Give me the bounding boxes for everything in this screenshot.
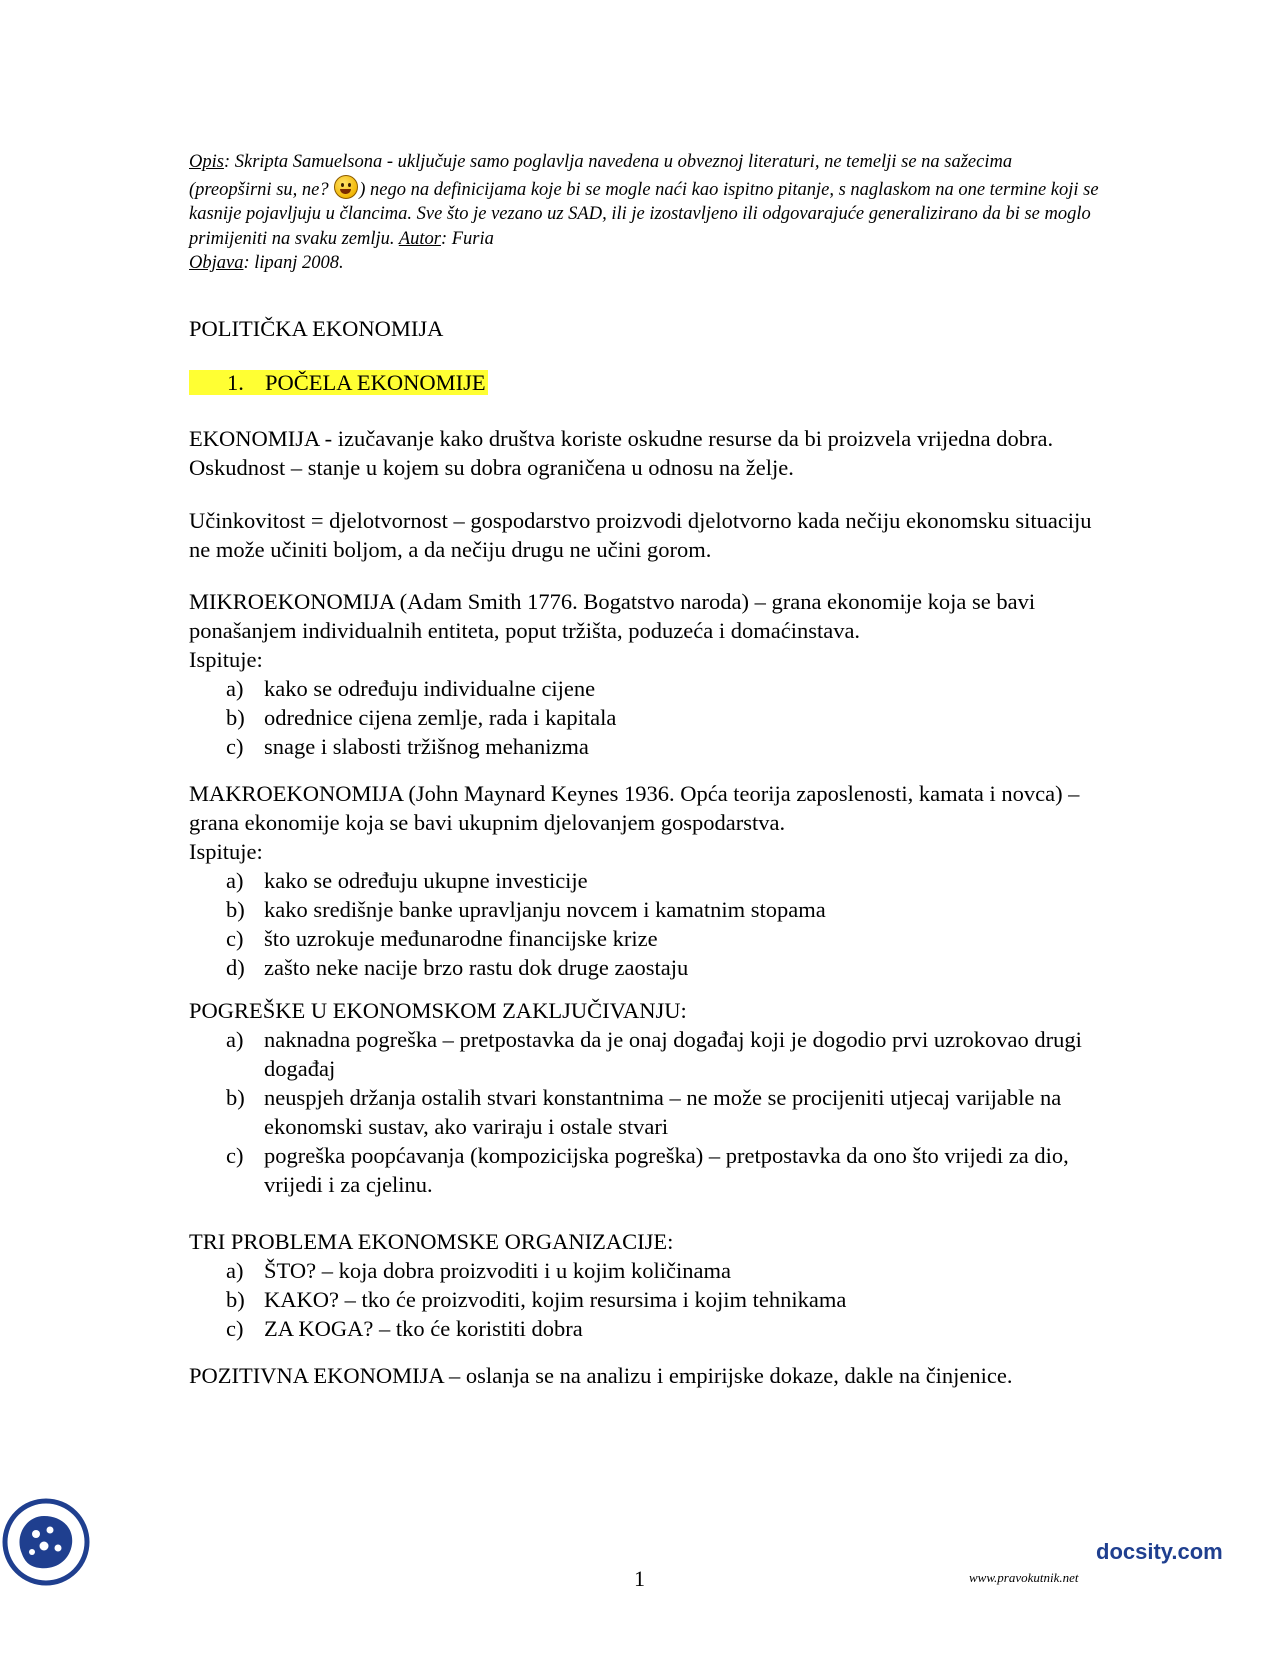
docsity-brand-link[interactable]: docsity.com: [1096, 1539, 1223, 1564]
list-marker: a): [226, 676, 244, 701]
list-item: [189, 1025, 1099, 1083]
list-item-text: ŠTO? – koja dobra proizvoditi i u kojim količinama: [264, 1258, 732, 1283]
list-marker: d): [226, 955, 245, 980]
section-tri-problema: [189, 1227, 1099, 1343]
makro-intro: MAKROEKONOMIJA (John Maynard Keynes 1936. Opća teorija zaposlenosti, kamata i novca) – grana ekonomije koja se bavi ukupnim djelovanjem gospodarstva.: [189, 781, 1080, 835]
paragraph-ekonomija: EKONOMIJA - izučavanje kako društva koriste oskudne resurse da bi proizvela vrijedna dobra. Oskudnost – stanje u kojem su dobra ograničena u odnosu na želje.: [189, 426, 1054, 480]
paragraph-ucinkovitost: Učinkovitost = djelotvornost – gospodarstvo proizvodi djelotvorno kada nečiju ekonomsku situaciju ne može učiniti boljom, a da nečiju drugu ne učini gorom.: [189, 508, 1092, 562]
list-item: [189, 866, 1099, 895]
list-marker: b): [226, 1287, 245, 1312]
mikro-intro: MIKROEKONOMIJA (Adam Smith 1776. Bogatstvo naroda) – grana ekonomije koja se bavi ponašanjem individualnih entiteta, poput tržišta, poduzeća i domaćinstava.: [189, 589, 1036, 643]
list-item: [189, 1256, 1099, 1285]
label-autor: Autor: [398, 228, 441, 249]
label-objava: Objava: [189, 253, 244, 273]
list-item: [189, 1083, 1099, 1141]
list-marker: c): [226, 1143, 244, 1168]
makro-ispituje: Ispituje:: [189, 839, 263, 864]
section-pogreske: [189, 996, 1099, 1199]
list-item: [189, 703, 1099, 732]
list-item: [189, 1141, 1099, 1199]
chapter-title: POČELA EKONOMIJE: [265, 370, 486, 395]
list-marker: b): [226, 705, 245, 730]
list-item-text: snage i slabosti tržišnog mehanizma: [264, 734, 589, 759]
list-item-text: odrednice cijena zemlje, rada i kapitala: [264, 705, 617, 730]
list-marker: c): [226, 1316, 244, 1341]
list-item: [189, 674, 1099, 703]
list-item-text: neuspjeh držanja ostalih stvari konstantnima – ne može se procijeniti utjecaj varijable na ekonomski sustav, ako variraju i ostale stvari: [264, 1085, 1062, 1139]
list-item: [189, 1314, 1099, 1343]
docsity-logo-icon[interactable]: [0, 1496, 92, 1588]
pogreske-heading: POGREŠKE U EKONOMSKOM ZAKLJUČIVANJU:: [189, 998, 687, 1023]
list-item-text: kako središnje banke upravljanju novcem i kamatnim stopama: [264, 897, 826, 922]
list-item-text: pogreška poopćavanja (kompozicijska pogreška) – pretpostavka da ono što vrijedi za dio, vrijedi i za cjelinu.: [264, 1143, 1069, 1197]
description-text-1: : Skripta Samuelsona - uključuje samo poglavlja navedena u obveznoj literaturi, ne temelji se na sažecima (preopširni su, ne?: [189, 152, 1013, 200]
paragraph-pozitivna: POZITIVNA EKONOMIJA – oslanja se na analizu i empirijske dokaze, dakle na činjenice.: [189, 1363, 1013, 1388]
list-item-text: što uzrokuje međunarodne financijske krize: [264, 926, 658, 951]
objava-value: : lipanj 2008.: [243, 253, 344, 273]
document-description: [189, 150, 1099, 276]
mikro-list: [189, 674, 1099, 761]
label-opis: Opis: [189, 152, 224, 172]
list-item-text: kako se određuju individualne cijene: [264, 676, 596, 701]
chapter-number: 1.: [227, 370, 244, 395]
list-marker: b): [226, 1085, 245, 1110]
list-marker: c): [226, 926, 244, 951]
section-mikroekonomija: [189, 587, 1099, 761]
tri-problema-list: [189, 1256, 1099, 1343]
document-page: [189, 150, 1099, 1388]
tri-problema-heading: TRI PROBLEMA EKONOMSKE ORGANIZACIJE:: [189, 1229, 674, 1254]
pogreske-list: [189, 1025, 1099, 1199]
section-makroekonomija: [189, 779, 1099, 982]
list-item: [189, 953, 1099, 982]
list-item: [189, 732, 1099, 761]
list-item: [189, 895, 1099, 924]
footer-site-url: www.pravokutnik.net: [969, 1570, 1079, 1585]
list-item-text: kako se određuju ukupne investicije: [264, 868, 588, 893]
list-marker: a): [226, 1027, 244, 1052]
mikro-ispituje: Ispituje:: [189, 647, 263, 672]
smiley-icon: [334, 175, 358, 199]
page-number: 1: [634, 1566, 645, 1591]
list-item-text: naknadna pogreška – pretpostavka da je onaj događaj koji je dogodio prvi uzrokovao drugi događaj: [264, 1027, 1082, 1081]
list-marker: a): [226, 1258, 244, 1283]
list-item-text: zašto neke nacije brzo rastu dok druge zaostaju: [264, 955, 689, 980]
list-item-text: ZA KOGA? – tko će koristiti dobra: [264, 1316, 583, 1341]
list-item-text: KAKO? – tko će proizvoditi, kojim resursima i kojim tehnikama: [264, 1287, 847, 1312]
list-item: [189, 1285, 1099, 1314]
list-item: [189, 924, 1099, 953]
list-marker: c): [226, 734, 244, 759]
autor-value: : Furia: [440, 228, 494, 249]
list-marker: b): [226, 897, 245, 922]
makro-list: [189, 866, 1099, 982]
document-title: POLITIČKA EKONOMIJA: [189, 316, 444, 341]
list-marker: a): [226, 868, 244, 893]
description-text-2: ) nego na definicijama koje bi se mogle naći kao ispitno pitanje, s naglaskom na one termine koji se kasnije pojavljuju u člancima. Sve što je vezano uz SAD, ili je izostavljeno ili odgovarajuće generalizirano da bi se moglo primijeniti na svaku zemlju.: [189, 179, 1099, 249]
